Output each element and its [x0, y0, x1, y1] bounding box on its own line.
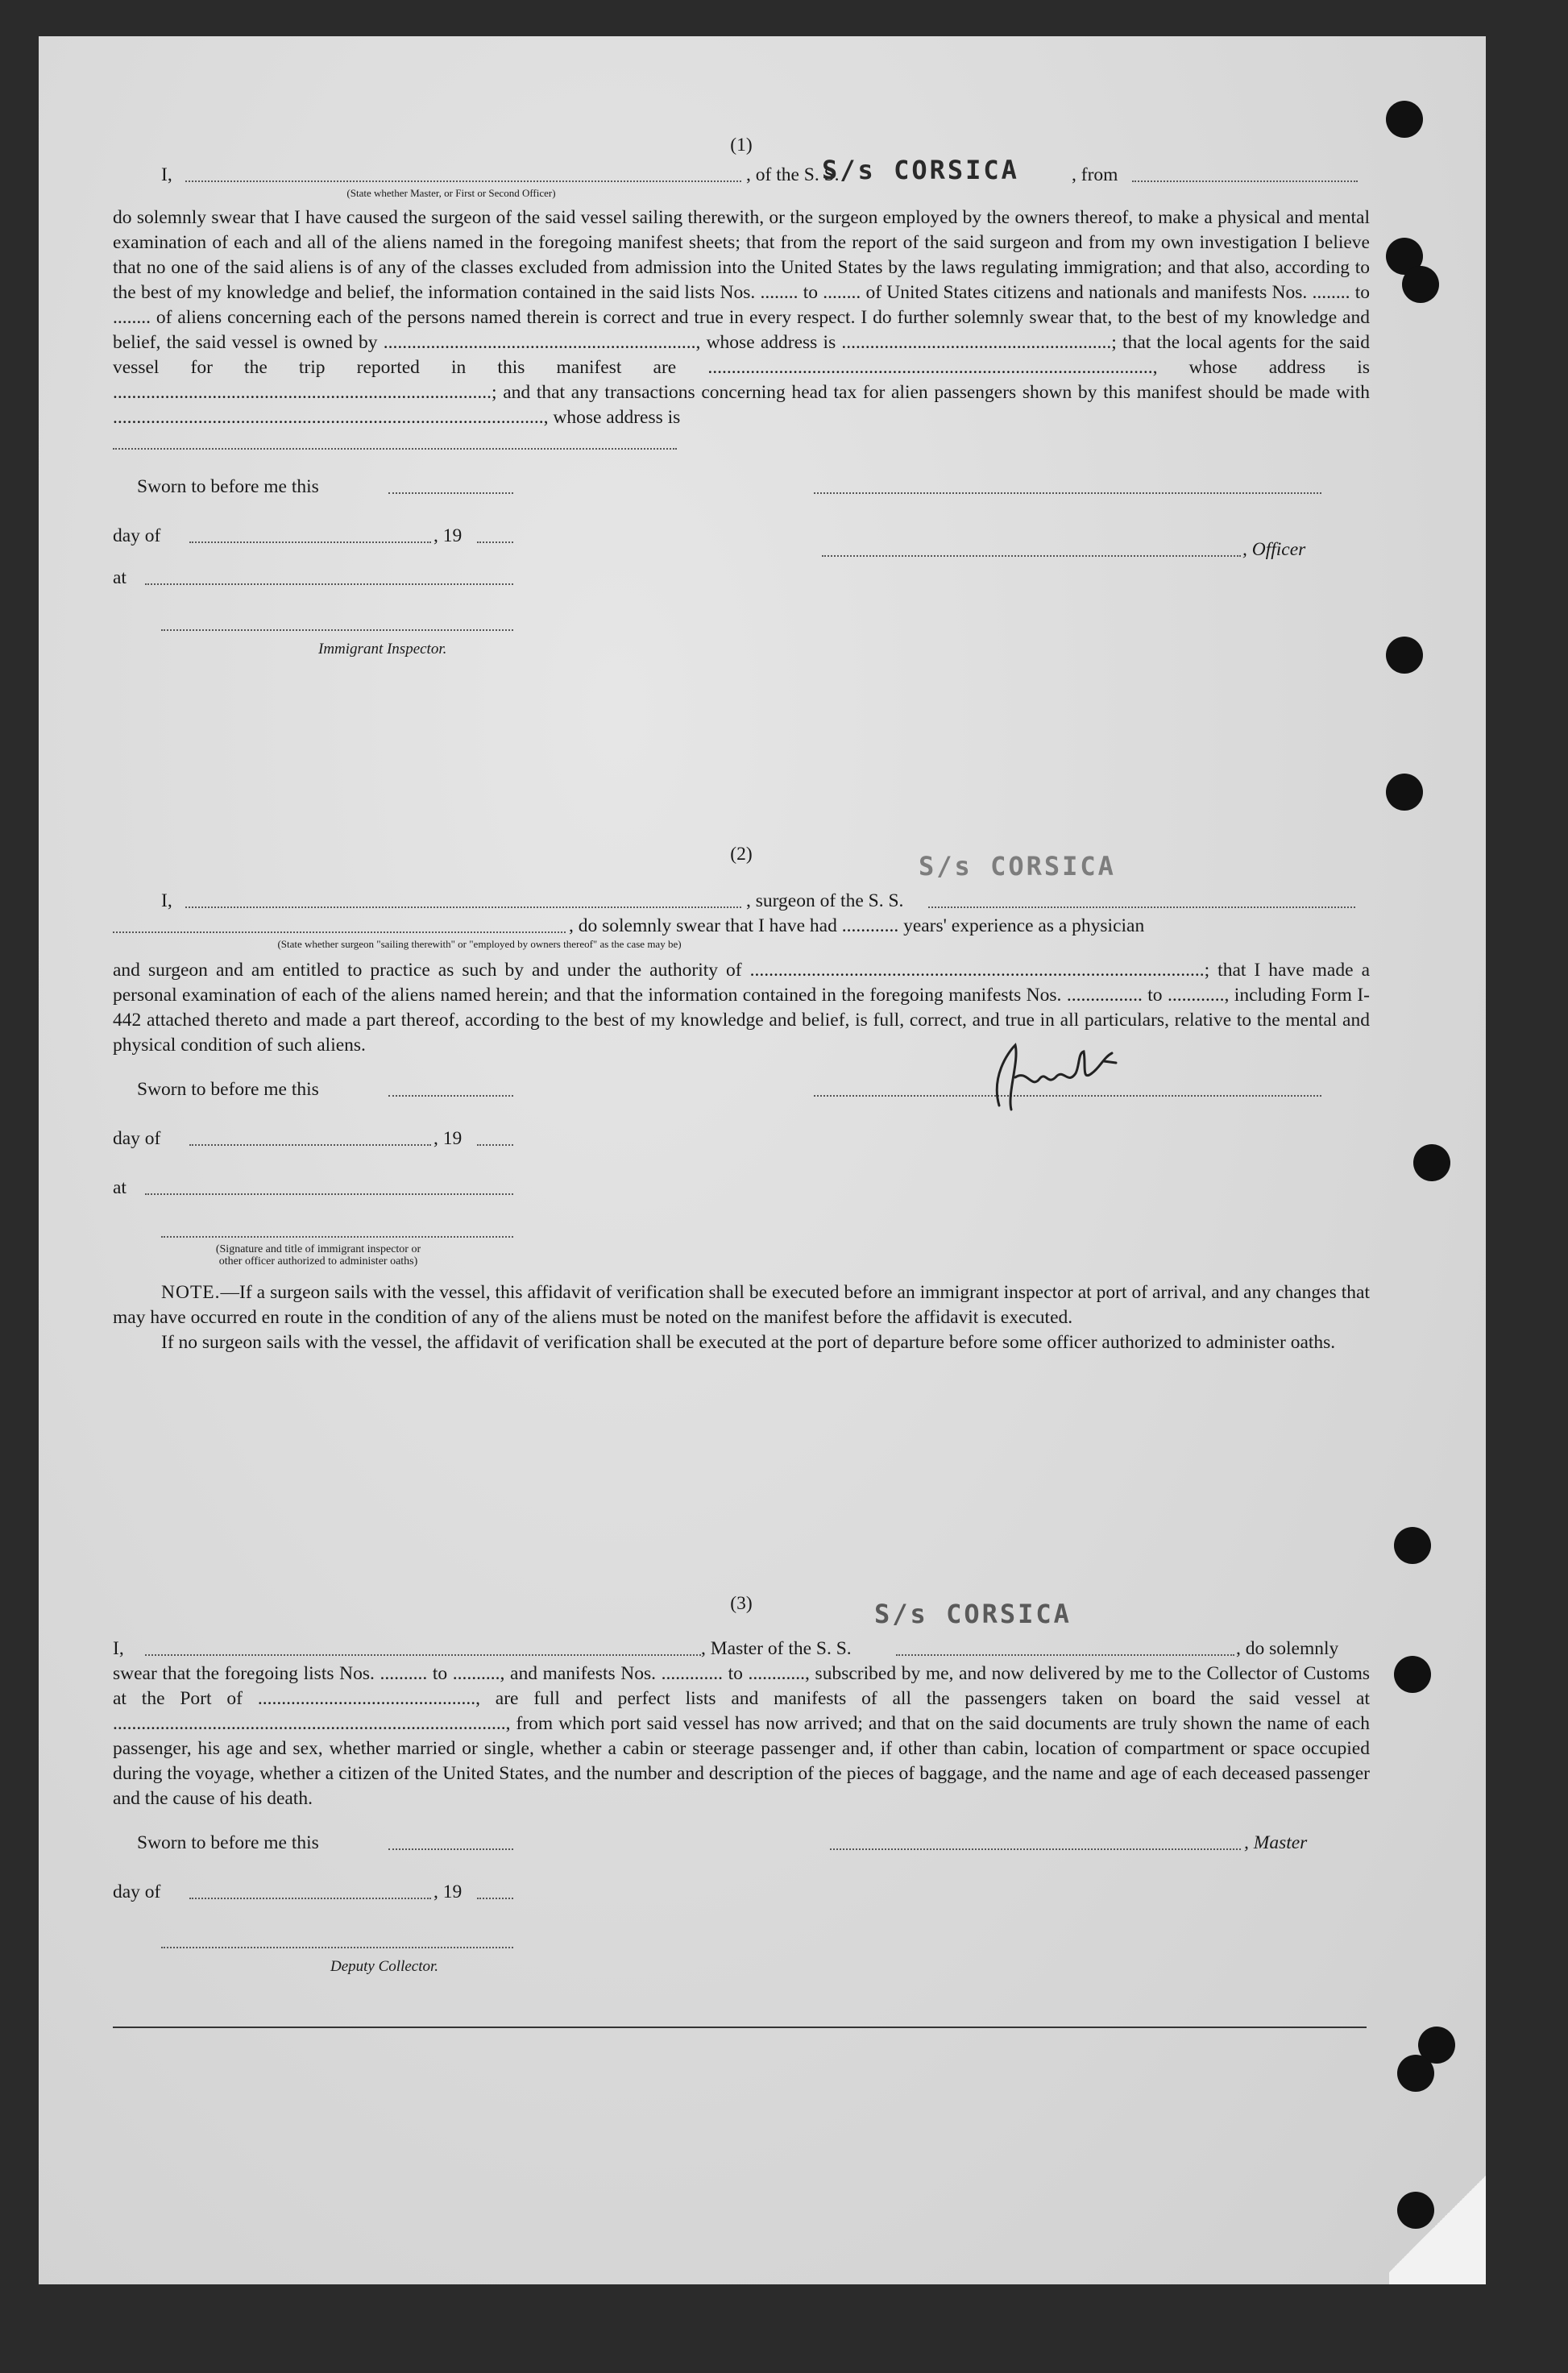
officer-hint: (State whether Master, or First or Second Officer)	[346, 187, 556, 199]
corner-fold	[1389, 2163, 1486, 2284]
collector-caption: Deputy Collector.	[330, 1958, 439, 1975]
officer-name-field[interactable]	[822, 537, 1241, 557]
section-number: (1)	[730, 135, 753, 156]
section-number: (3)	[730, 1593, 753, 1614]
sworn-date-field[interactable]	[388, 1077, 513, 1097]
officer-line: I, , of the S. S. S/s CORSICA , from	[113, 163, 1370, 188]
head-tax-address-field[interactable]	[113, 430, 677, 450]
manifest-sheet	[39, 36, 1486, 2284]
vessel-stamp: S/s CORSICA	[874, 1599, 1072, 1629]
punch-hole	[1402, 266, 1439, 303]
vessel-stamp: S/s CORSICA	[919, 851, 1116, 882]
day-of-field[interactable]	[189, 1880, 431, 1899]
section-1: (1) I, , of the S. S. S/s CORSICA , from (State whether Master, or First or Second Officer) do solemnly swear that I have caused the surgeon of the said vessel sailing therewith, or the surgeon employed by the owners thereof, to make a physical and mental examination of each and all of the aliens named in the foregoing manifest sheets; that from the report of the said surgeon and from my own investigation I believe that no one of the said aliens is of any of the classes excluded from admission into the United States by the laws regulating immigration; and that also, according to the best of my knowledge and belief, the information contained in the said lists Nos. ........ to ........ of United States citizens and nationals and manifests Nos. ........ to ........ of aliens concerning each of the persons named therein is correct and true in every respect. I do further solemnly swear that, to the best of my knowledge and belief, the said vessel is owned by .................................................................., whose address is .........................................................; that the local agents for the said vessel for the trip reported in this manifest are .............................................................................................., whose address is ................................................................................; and that any transactions concerning head tax for alien passengers shown by this manifest should be made with ..........................................................................................., whose address is Sworn to before me this day of , 19 , Officer at Immigrant Inspector.	[113, 133, 1370, 662]
punch-hole	[1386, 637, 1423, 674]
collector-signature-field[interactable]	[161, 1929, 513, 1948]
year-field[interactable]	[477, 1880, 513, 1899]
inspector-signature-field[interactable]	[161, 612, 513, 631]
master-name-field[interactable]	[145, 1637, 701, 1656]
place-field[interactable]	[145, 566, 513, 585]
section-3: (3) S/s CORSICA I, , Master of the S. S. , do solemnly swear that the foregoing lists Nos. .......... to .........., and manifests Nos. ............. to ............, subscribed by me, and now delivered by me to the Collector of Customs at the Port of .............................................., are full and perfect lists and manifests of all the passengers taken on board the said vessel at ..................................................................................., from which port said vessel has now arrived; and that on the said documents are truly shown the name of each passenger, his age and sex, whether married or single, whether a cabin or steerage passenger and, if other than cabin, location of compartment or space occupied during the voyage, whether a citizen of the United States, and the number and description of the pieces of baggage, and the name and age of each deceased passenger and the cause of his death. Sworn to before me this , Master day of , 19 Deputy Collector.	[113, 1591, 1370, 1979]
departure-port-field[interactable]	[1132, 163, 1358, 182]
oath-text-1: do solemnly swear that I have caused the surgeon of the said vessel sailing therewith, or the surgeon employed by the owners thereof, to make a physical and mental examination of each and all of the aliens named in the foregoing manifest sheets; that from the report of the said surgeon and from my own investigation I believe that no one of the said aliens is of any of the classes excluded from admission into the United States by the laws regulating immigration; and that also, according to the best of my knowledge and belief, the information contained in the said lists Nos. ........ to ........ of United States citizens and nationals and manifests Nos. ........ to ........ of aliens concerning each of the persons named therein is correct and true in every respect. I do further solemnly swear that, to the best of my knowledge and belief, the said vessel is owned by .................................................................., whose address is .........................................................; that the local agents for the said vessel for the trip reported in this manifest are .............................................................................................., whose address is ................................................................................; and that any transactions concerning head tax for alien passengers shown by this manifest should be made with ..........................................................................................., whose address is	[113, 207, 1370, 428]
punch-hole	[1386, 774, 1423, 811]
note-paragraph-2: If no surgeon sails with the vessel, the affidavit of verification shall be executed at the port of departure before some officer authorized to administer oaths.	[161, 1332, 1336, 1353]
oath-text-2: and surgeon and am entitled to practice as such by and under the authority of ................................................................................................; that I have made a personal examination of each of the aliens named herein; and that the information contained in the foregoing manifests Nos. ................ to ............, including Form I-442 attached thereto and made a part thereof, according to the best of my knowledge and belief, is full, correct, and true in all particulars, relative to the mental and physical condition of such aliens.	[113, 960, 1370, 1056]
punch-hole	[1386, 101, 1423, 138]
punch-hole	[1394, 1527, 1431, 1564]
day-of-field[interactable]	[189, 1126, 431, 1146]
section-number: (2)	[730, 844, 753, 865]
officer-title-field[interactable]	[185, 163, 741, 182]
surgeon-name-field[interactable]	[185, 889, 741, 908]
surgeon-signature	[983, 1029, 1144, 1118]
punch-hole	[1397, 2055, 1434, 2092]
inspector-caption: Immigrant Inspector.	[318, 641, 447, 658]
sworn-date-field[interactable]	[388, 475, 513, 494]
note-paragraph-1: NOTE.—If a surgeon sails with the vessel, this affidavit of verification shall be executed before an immigrant inspector at port of arrival, and any changes that may have occurred en route in the condition of any of the aliens must be noted on the manifest before the affidavit is executed.	[113, 1282, 1370, 1328]
vessel-stamp: S/s CORSICA	[822, 155, 1019, 185]
authority-signature-field[interactable]	[161, 1218, 513, 1238]
sworn-date-field[interactable]	[388, 1831, 513, 1850]
section-2: (2) S/s CORSICA I, , surgeon of the S. S. , do solemnly swear that I have had ............ years' experience as a physician (State whether surgeon "sailing therewith" or "employed by owners thereof" as the case may be) and surgeon and am entitled to practice as such by and under the authority of ................................................................................................; that I have made a personal examination of each of the aliens named herein; and that the information contained in the foregoing manifests Nos. ................ to ............, including Form I-442 attached thereto and made a part thereof, according to the best of my knowledge and belief, is full, correct, and true in all particulars, relative to the mental and physical condition of such aliens. Sworn to before me this day of , 19 at (Signature and title of immigrant inspector or other officer authorized to administer oaths) NOTE.—If a surgeon sails with the vessel, this affidavit of verification shall be executed before an immigrant inspector at port of arrival, and any changes that may have occurred en route in the condition of any of the aliens must be noted on the manifest before the affidavit is executed. If no surgeon sails with the vessel, the affidavit of verification shall be executed at the port of departure before some officer authorized to administer oaths.	[113, 842, 1370, 1355]
officer-signature-field[interactable]	[814, 475, 1321, 494]
surgeon-hint: (State whether surgeon "sailing therewith" or "employed by owners thereof" as the case may be)	[277, 938, 682, 950]
year-field[interactable]	[477, 1126, 513, 1146]
vessel-field[interactable]	[928, 889, 1355, 908]
punch-hole	[1413, 1144, 1450, 1181]
master-signature-field[interactable]	[830, 1831, 1241, 1850]
vessel-field[interactable]	[896, 1637, 1234, 1656]
punch-hole	[1394, 1656, 1431, 1693]
oath-text-3: swear that the foregoing lists Nos. .......... to .........., and manifests Nos. ............. to ............, subscribed by me, and now delivered by me to the Collector of Customs at the Port of .............................................., are full and perfect lists and manifests of all the passengers taken on board the said vessel at ..................................................................................., from which port said vessel has now arrived; and that on the said documents are truly shown the name of each passenger, his age and sex, whether married or single, whether a cabin or steerage passenger and, if other than cabin, location of compartment or space occupied during the voyage, whether a citizen of the United States, and the number and description of the pieces of baggage, and the name and age of each deceased passenger and the cause of his death.	[113, 1663, 1370, 1809]
authority-caption: (Signature and title of immigrant inspector or other officer authorized to administer oaths)	[215, 1243, 421, 1267]
bottom-rule	[113, 2027, 1367, 2028]
place-field[interactable]	[145, 1176, 513, 1195]
surgeon-status-field[interactable]	[113, 914, 566, 933]
